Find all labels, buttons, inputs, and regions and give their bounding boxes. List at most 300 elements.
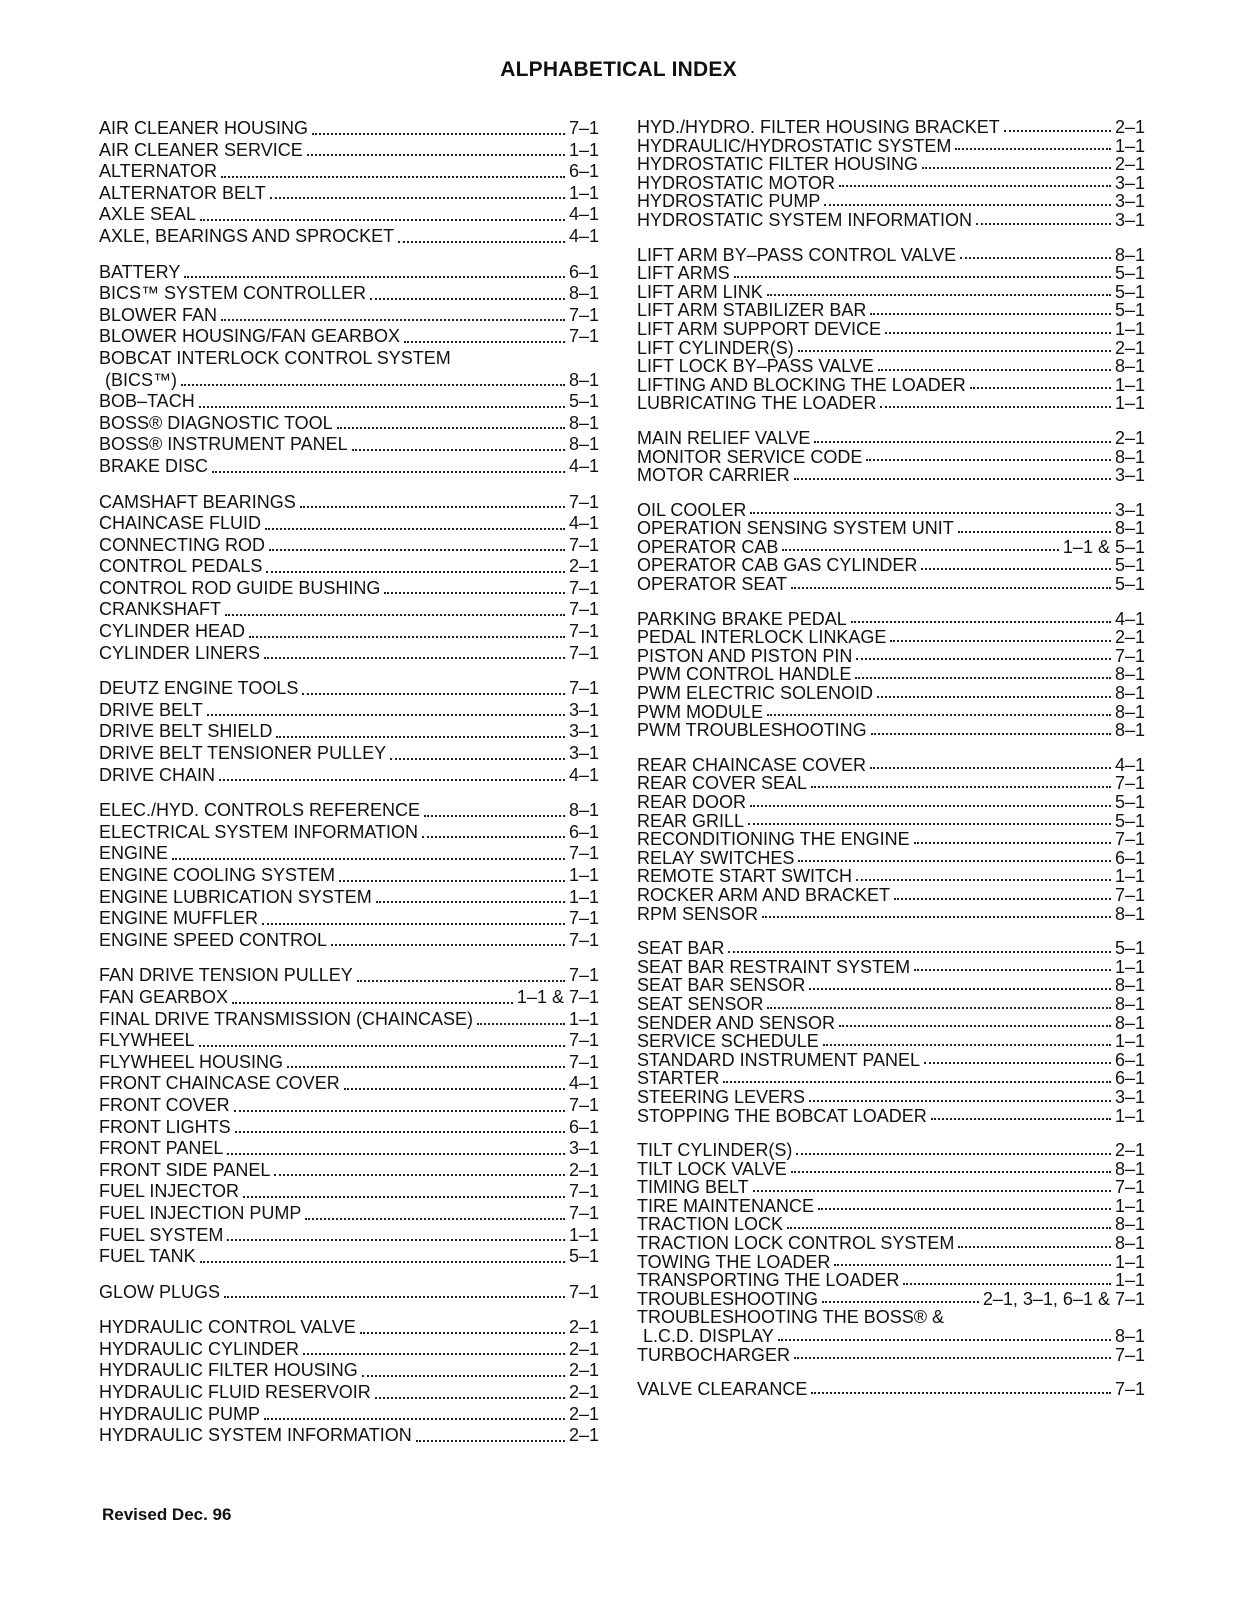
dot-leader	[199, 406, 565, 408]
index-entry	[637, 264, 1145, 283]
entry-page-ref: 8–1	[1114, 993, 1145, 1014]
index-entry	[99, 1360, 599, 1382]
entry-label: STARTER	[637, 1068, 720, 1089]
dot-leader	[287, 1066, 565, 1068]
index-entry	[637, 556, 1145, 575]
entry-page-ref: 8–1	[1114, 1233, 1145, 1254]
entry-label: TOWING THE LOADER	[637, 1251, 831, 1272]
index-entry	[637, 756, 1145, 775]
dot-leader	[225, 614, 565, 616]
dot-leader	[885, 332, 1111, 334]
entry-label: TIRE MAINTENANCE	[637, 1195, 815, 1216]
entry-page-ref: 5–1	[1114, 263, 1145, 284]
entry-page-ref: 2–1	[568, 1360, 599, 1381]
entry-page-ref: 5–1	[568, 1246, 599, 1267]
entry-label: FUEL INJECTION PUMP	[99, 1202, 302, 1223]
dot-leader	[955, 148, 1111, 150]
entry-page-ref: 7–1	[568, 678, 599, 699]
entry-label: LIFT ARM LINK	[637, 281, 763, 302]
entry-page-ref: 8–1	[1114, 1326, 1145, 1347]
dot-leader	[798, 350, 1111, 352]
entry-label: TILT LOCK VALVE	[637, 1158, 787, 1179]
entry-label: HYDRAULIC FLUID RESERVOIR	[99, 1382, 371, 1403]
dot-leader	[477, 1023, 565, 1025]
entry-label: HYDROSTATIC FILTER HOUSING	[637, 154, 919, 175]
entry-page-ref: 1–1	[1114, 866, 1145, 887]
entry-label: AIR CLEANER HOUSING	[99, 118, 309, 138]
index-entry	[99, 1282, 599, 1304]
entry-label: ENGINE SPEED CONTROL	[99, 929, 328, 950]
entry-page-ref: 8–1	[1114, 683, 1145, 704]
entry-label: STANDARD INSTRUMENT PANEL	[637, 1049, 921, 1070]
dot-leader	[976, 223, 1111, 225]
dot-leader	[375, 1397, 565, 1399]
dot-leader	[890, 640, 1111, 642]
entry-page-ref: 7–1	[1114, 1379, 1145, 1400]
dot-leader	[234, 1110, 565, 1112]
index-entry	[637, 519, 1145, 538]
index-entry	[99, 887, 599, 909]
entry-page-ref: 7–1	[568, 1094, 599, 1115]
entry-page-ref: 5–1	[1114, 300, 1145, 321]
index-entry	[99, 204, 599, 226]
dot-leader	[212, 471, 565, 473]
entry-page-ref: 6–1	[568, 821, 599, 842]
entry-page-ref: 4–1	[1114, 608, 1145, 629]
entry-label: FRONT LIGHTS	[99, 1116, 231, 1137]
index-entry	[637, 647, 1145, 666]
entry-label: ALTERNATOR	[99, 161, 218, 182]
index-entry	[99, 1009, 599, 1031]
index-entry	[99, 556, 599, 578]
entry-label: CHAINCASE FLUID	[99, 513, 262, 534]
entry-label: FRONT PANEL	[99, 1138, 224, 1159]
entry-page-ref: 1–1	[1114, 135, 1145, 156]
entry-label: FRONT CHAINCASE COVER	[99, 1073, 340, 1094]
entry-label: LIFT LOCK BY–PASS VALVE	[637, 356, 874, 377]
entry-label: OPERATOR SEAT	[637, 574, 788, 595]
dot-leader	[794, 1357, 1111, 1359]
index-entry	[637, 1051, 1145, 1070]
index-entry	[637, 320, 1145, 339]
entry-label: LIFTING AND BLOCKING THE LOADER	[637, 374, 966, 395]
dot-leader	[276, 736, 565, 738]
dot-leader	[750, 805, 1111, 807]
entry-label: ROCKER ARM AND BRACKET	[637, 884, 891, 905]
index-entry	[637, 1197, 1145, 1216]
entry-page-ref: 5–1	[1114, 574, 1145, 595]
entry-label: L.C.D. DISPLAY	[643, 1326, 774, 1347]
entry-page-ref: 2–1	[568, 1159, 599, 1180]
entry-label: PWM TROUBLESHOOTING	[637, 720, 867, 741]
dot-leader	[344, 1088, 565, 1090]
entry-page-ref: 5–1	[568, 391, 599, 412]
index-entry	[99, 183, 599, 205]
dot-leader	[221, 319, 565, 321]
entry-page-ref: 2–1	[568, 1425, 599, 1446]
index-entry	[637, 886, 1145, 905]
index-entry	[637, 1327, 1145, 1346]
index-entry	[637, 357, 1145, 376]
entry-label: REAR DOOR	[637, 792, 747, 812]
index-entry	[99, 987, 599, 1009]
entry-page-ref: 2–1	[1114, 427, 1145, 448]
dot-leader	[416, 1440, 565, 1442]
entry-page-ref: 1–1	[1114, 374, 1145, 395]
dot-leader	[839, 185, 1111, 187]
dot-leader	[274, 1174, 565, 1176]
index-entry	[99, 800, 599, 822]
index-entry	[637, 1234, 1145, 1253]
entry-label: DRIVE BELT	[99, 699, 203, 720]
index-entry	[99, 1339, 599, 1361]
index-letter-group	[637, 1141, 1145, 1364]
entry-page-ref: 8–1	[568, 369, 599, 390]
index-entry	[99, 643, 599, 665]
revision-footer: Revised Dec. 96	[102, 1505, 232, 1524]
index-entry	[637, 1160, 1145, 1179]
entry-page-ref: 6–1	[568, 161, 599, 182]
entry-page-ref: 3–1	[1114, 191, 1145, 212]
entry-label: BLOWER HOUSING/FAN GEARBOX	[99, 326, 401, 347]
index-entry	[637, 1107, 1145, 1126]
dot-leader	[791, 1171, 1111, 1173]
index-entry	[637, 793, 1145, 812]
entry-label: REAR GRILL	[637, 810, 745, 831]
entry-page-ref: 8–1	[1114, 903, 1145, 924]
entry-label: HYDROSTATIC PUMP	[637, 191, 821, 212]
dot-leader	[870, 313, 1111, 315]
dot-leader	[734, 276, 1111, 278]
index-letter-group	[99, 965, 599, 1267]
entry-page-ref: 7–1	[568, 843, 599, 864]
index-column-right	[637, 118, 1145, 1415]
entry-label: ELEC./HYD. CONTROLS REFERENCE	[99, 800, 421, 821]
index-entry	[99, 370, 599, 392]
index-letter-group	[637, 501, 1145, 594]
index-entry	[637, 376, 1145, 395]
dot-leader	[249, 636, 565, 638]
dot-leader	[796, 1153, 1111, 1155]
entry-page-ref: 8–1	[1114, 518, 1145, 539]
entry-label: FUEL TANK	[99, 1246, 196, 1267]
entry-label: PISTON AND PISTON PIN	[637, 645, 853, 666]
entry-page-ref: 8–1	[568, 434, 599, 455]
entry-label: HYDRAULIC/HYDROSTATIC SYSTEM	[637, 135, 952, 156]
entry-page-ref: 4–1	[568, 204, 599, 225]
entry-label: LIFT ARM SUPPORT DEVICE	[637, 318, 882, 339]
dot-leader	[834, 1264, 1111, 1266]
entry-page-ref: 3–1	[1114, 465, 1145, 486]
entry-label: OIL COOLER	[637, 499, 747, 520]
dot-leader	[818, 1208, 1111, 1210]
index-entry	[99, 1030, 599, 1052]
index-letter-group	[637, 246, 1145, 413]
entry-label: SENDER AND SENSOR	[637, 1012, 836, 1033]
entry-page-ref: 3–1	[1114, 1086, 1145, 1107]
dot-leader	[221, 176, 565, 178]
entry-page-ref: 2–1	[1114, 1140, 1145, 1161]
index-letter-group	[637, 939, 1145, 1125]
index-entry	[637, 665, 1145, 684]
index-entry	[99, 1095, 599, 1117]
entry-page-ref: 7–1	[568, 326, 599, 347]
entry-label: HYD./HYDRO. FILTER HOUSING BRACKET	[637, 117, 1000, 137]
index-entry	[99, 262, 599, 284]
dot-leader	[811, 1392, 1111, 1394]
entry-label: FRONT SIDE PANEL	[99, 1159, 271, 1180]
entry-label: VALVE CLEARANCE	[637, 1379, 808, 1400]
entry-page-ref: 7–1	[568, 929, 599, 950]
index-letter-group	[99, 1317, 599, 1447]
index-entry	[637, 246, 1145, 265]
entry-page-ref: 2–1	[568, 556, 599, 577]
index-letter-group	[637, 610, 1145, 740]
entry-label: PARKING BRAKE PEDAL	[637, 608, 847, 629]
entry-page-ref: 7–1	[1114, 884, 1145, 905]
index-entry	[637, 137, 1145, 156]
entry-page-ref: 2–1, 3–1, 6–1 & 7–1	[982, 1288, 1145, 1309]
index-entry	[637, 448, 1145, 467]
dot-leader	[767, 714, 1111, 716]
entry-page-ref: 4–1	[568, 1073, 599, 1094]
entry-label: OPERATOR CAB	[637, 536, 779, 557]
entry-label: MAIN RELIEF VALVE	[637, 427, 811, 448]
entry-page-ref: 7–1	[568, 621, 599, 642]
dot-leader	[748, 823, 1111, 825]
index-entry	[99, 456, 599, 478]
entry-label: HYDRAULIC SYSTEM INFORMATION	[99, 1425, 412, 1446]
entry-label: TIMING BELT	[637, 1177, 749, 1198]
dot-leader	[782, 549, 1059, 551]
entry-label: STOPPING THE BOBCAT LOADER	[637, 1105, 927, 1126]
entry-page-ref: 3–1	[568, 743, 599, 764]
index-entry	[637, 939, 1145, 958]
entry-label: SEAT BAR	[637, 938, 725, 959]
index-entry	[637, 1088, 1145, 1107]
index-entry	[637, 849, 1145, 868]
dot-leader	[200, 219, 565, 221]
entry-page-ref: 2–1	[1114, 627, 1145, 648]
dot-leader	[767, 1007, 1111, 1009]
entry-label: DRIVE BELT SHIELD	[99, 721, 273, 742]
entry-page-ref: 5–1	[1114, 555, 1145, 576]
index-entry	[637, 1178, 1145, 1197]
entry-label: ENGINE LUBRICATION SYSTEM	[99, 886, 372, 907]
dot-leader	[302, 693, 565, 695]
dot-leader	[199, 1045, 565, 1047]
index-entry	[637, 211, 1145, 230]
entry-page-ref: 4–1	[568, 764, 599, 785]
dot-leader	[866, 459, 1111, 461]
entry-page-ref: 3–1	[568, 1138, 599, 1159]
index-letter-group	[637, 756, 1145, 923]
entry-label: BLOWER FAN	[99, 304, 218, 325]
dot-leader	[870, 767, 1111, 769]
dot-leader	[307, 154, 565, 156]
index-entry	[637, 830, 1145, 849]
entry-label: LIFT ARM STABILIZER BAR	[637, 300, 867, 321]
entry-label: TRANSPORTING THE LOADER	[637, 1270, 900, 1291]
index-entry	[99, 965, 599, 987]
index-letter-group	[99, 800, 599, 951]
dot-leader	[270, 197, 565, 199]
dot-leader	[235, 1131, 565, 1133]
index-letter-group	[99, 492, 599, 665]
index-entry	[637, 721, 1145, 740]
entry-label: BICS™ SYSTEM CONTROLLER	[99, 283, 367, 304]
entry-label: SEAT BAR SENSOR	[637, 975, 806, 996]
dot-leader	[794, 478, 1111, 480]
dot-leader	[227, 1153, 565, 1155]
index-entry	[637, 774, 1145, 793]
entry-page-ref: 7–1	[568, 577, 599, 598]
entry-label: RELAY SWITCHES	[637, 847, 795, 868]
index-entry	[99, 1203, 599, 1225]
dot-leader	[924, 1062, 1111, 1064]
dot-leader	[200, 1261, 565, 1263]
index-entry	[637, 905, 1145, 924]
index-entry	[99, 283, 599, 305]
entry-label: CYLINDER HEAD	[99, 621, 246, 642]
entry-page-ref: 8–1	[1114, 701, 1145, 722]
dot-leader	[370, 298, 565, 300]
index-entry	[637, 538, 1145, 557]
entry-label: FLYWHEEL	[99, 1030, 195, 1051]
entry-page-ref: 4–1	[568, 513, 599, 534]
dot-leader	[762, 916, 1111, 918]
entry-page-ref: 1–1	[568, 1008, 599, 1029]
entry-page-ref: 4–1	[1114, 754, 1145, 775]
entry-page-ref: 3–1	[568, 699, 599, 720]
entry-label: HYDROSTATIC MOTOR	[637, 172, 835, 193]
entry-page-ref: 7–1	[568, 908, 599, 929]
entry-label: LUBRICATING THE LOADER	[637, 393, 877, 414]
index-letter-group	[99, 1282, 599, 1304]
entry-page-ref: 7–1	[1114, 645, 1145, 666]
dot-leader	[262, 923, 565, 925]
index-entry	[637, 118, 1145, 137]
dot-leader	[352, 449, 565, 451]
dot-leader	[914, 969, 1111, 971]
index-entry	[99, 1404, 599, 1426]
dot-leader	[303, 1353, 565, 1355]
dot-leader	[767, 294, 1111, 296]
entry-page-ref: 8–1	[1114, 244, 1145, 265]
entry-label: CONTROL PEDALS	[99, 556, 263, 577]
entry-page-ref: 5–1	[1114, 792, 1145, 812]
entry-page-ref: 7–1	[568, 1051, 599, 1072]
index-entry	[637, 976, 1145, 995]
entry-label: PEDAL INTERLOCK LINKAGE	[637, 627, 887, 648]
index-entry	[99, 621, 599, 643]
dot-leader	[922, 167, 1111, 169]
entry-label: DRIVE BELT TENSIONER PULLEY	[99, 743, 387, 764]
index-entry	[99, 535, 599, 557]
dot-leader	[398, 241, 565, 243]
index-letter-group	[637, 118, 1145, 230]
index-entry	[637, 192, 1145, 211]
entry-label: SERVICE SCHEDULE	[637, 1031, 819, 1052]
entry-page-ref: 8–1	[568, 283, 599, 304]
dot-leader	[878, 369, 1111, 371]
entry-label: HYDRAULIC CYLINDER	[99, 1338, 300, 1359]
dot-leader	[219, 779, 565, 781]
index-entry	[99, 1138, 599, 1160]
entry-page-ref: 3–1	[1114, 172, 1145, 193]
dot-leader	[264, 657, 565, 659]
dot-leader	[207, 714, 565, 716]
index-entry	[637, 1141, 1145, 1160]
dot-leader	[960, 257, 1111, 259]
entry-page-ref: 1–1	[1114, 1270, 1145, 1291]
entry-page-ref: 3–1	[1114, 499, 1145, 520]
entry-page-ref: 7–1	[568, 1202, 599, 1223]
index-entry	[637, 575, 1145, 594]
entry-page-ref: 1–1	[568, 182, 599, 203]
index-entry	[637, 1346, 1145, 1365]
entry-label: TROUBLESHOOTING	[637, 1288, 819, 1309]
entry-page-ref: 7–1	[568, 304, 599, 325]
entry-label: BOB–TACH	[99, 391, 195, 412]
dot-leader	[811, 786, 1111, 788]
index-entry	[99, 391, 599, 413]
dot-leader	[266, 571, 565, 573]
entry-label: AXLE, BEARINGS AND SPROCKET	[99, 225, 395, 246]
dot-leader	[880, 406, 1111, 408]
entry-page-ref: 1–1	[1114, 1195, 1145, 1216]
dot-leader	[232, 1002, 513, 1004]
index-entry	[99, 1181, 599, 1203]
dot-leader	[921, 568, 1111, 570]
entry-page-ref: 5–1	[1114, 938, 1145, 959]
dot-leader	[750, 512, 1111, 514]
entry-page-ref: 3–1	[1114, 209, 1145, 230]
index-entry	[99, 326, 599, 348]
entry-page-ref: 6–1	[1114, 1049, 1145, 1070]
entry-page-ref: 7–1	[568, 1281, 599, 1302]
dot-leader	[824, 204, 1111, 206]
entry-page-ref: 7–1	[568, 1030, 599, 1051]
index-entry	[637, 1253, 1145, 1272]
index-entry	[637, 958, 1145, 977]
index-entry	[637, 301, 1145, 320]
index-entry	[637, 1290, 1145, 1309]
dot-leader	[312, 133, 565, 135]
entry-page-ref: 5–1	[1114, 281, 1145, 302]
entry-label: REMOTE START SWITCH	[637, 866, 853, 887]
index-entry	[637, 1215, 1145, 1234]
entry-label: RPM SENSOR	[637, 903, 759, 924]
entry-page-ref: 1–1	[568, 865, 599, 885]
index-entry	[637, 684, 1145, 703]
entry-label: PWM CONTROL HANDLE	[637, 664, 852, 685]
entry-label: GLOW PLUGS	[99, 1281, 221, 1302]
index-entry	[99, 1160, 599, 1182]
index-entry	[99, 348, 599, 370]
dot-leader	[269, 549, 565, 551]
dot-leader	[856, 658, 1111, 660]
entry-page-ref: 5–1	[1114, 810, 1145, 831]
entry-page-ref: 7–1	[568, 534, 599, 555]
entry-label: FLYWHEEL HOUSING	[99, 1051, 284, 1072]
index-entry	[99, 578, 599, 600]
entry-label: OPERATION SENSING SYSTEM UNIT	[637, 518, 954, 539]
index-entry	[99, 721, 599, 743]
dot-leader	[360, 1332, 565, 1334]
index-entry	[637, 429, 1145, 448]
entry-label: FUEL SYSTEM	[99, 1224, 224, 1245]
